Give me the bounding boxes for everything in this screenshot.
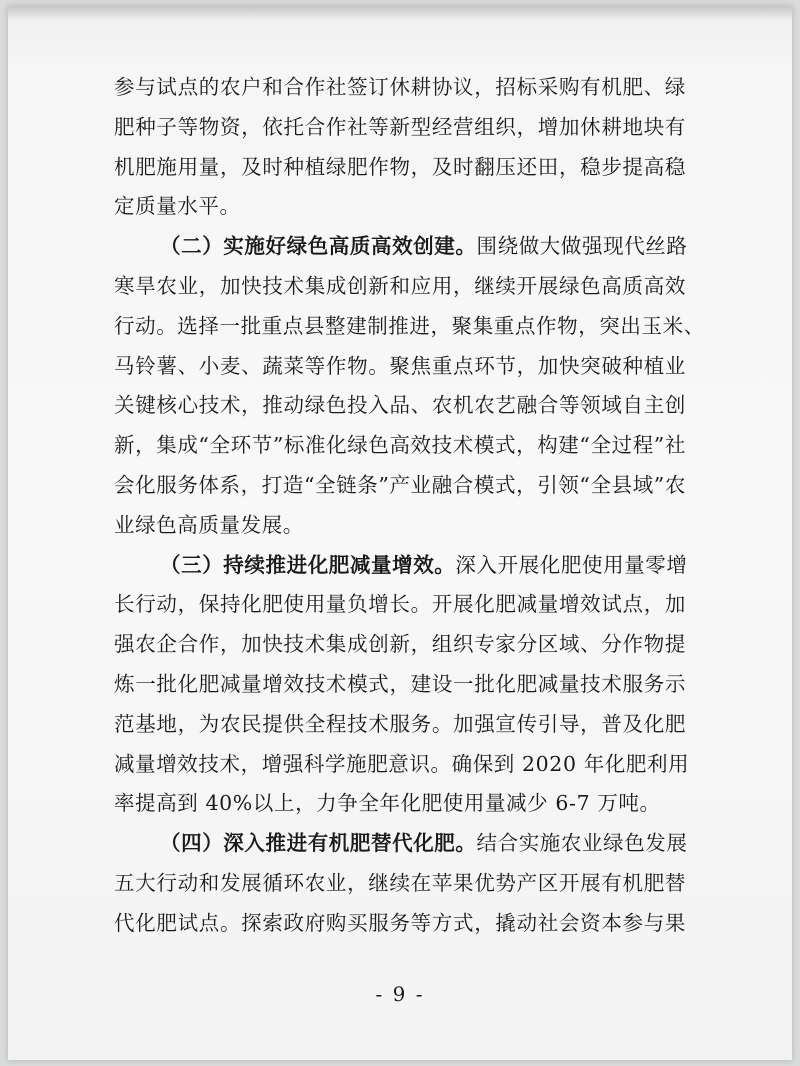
page-number: - 9 - (375, 982, 425, 1006)
text-line (114, 227, 686, 267)
line-text: 行动。选择一批重点县整建制推进，聚集重点作物，突出玉米、 (114, 313, 705, 338)
line-text: 马铃薯、小麦、蔬菜等作物。聚焦重点环节，加快突破种植业 (114, 353, 686, 378)
text-line (114, 506, 686, 546)
line-text: 减量增效技术，增强科学施肥意识。确保到 2020 年化肥利用 (114, 751, 690, 776)
text-line (114, 784, 686, 824)
section-heading: （四）深入推进有机肥替代化肥。 (160, 831, 477, 856)
line-text: 参与试点的农户和合作社签订休耕协议，招标采购有机肥、绿 (114, 75, 686, 99)
text-line (114, 864, 686, 904)
line-text: 会化服务体系，打造“全链条”产业融合模式，引领“全县域”农 (114, 472, 686, 497)
text-line (114, 307, 705, 347)
text-line (114, 745, 690, 785)
line-text: 范基地，为农民提供全程技术服务。加强宣传引导，普及化肥 (114, 711, 686, 736)
line-text: 新，集成“全环节”标准化绿色高效技术模式，构建“全过程”社 (114, 433, 686, 458)
line-text: 定质量水平。 (114, 194, 241, 219)
line-text: 寒旱农业，加快技术集成创新和应用，继续开展绿色高质高效 (114, 273, 686, 298)
text-line (114, 904, 686, 944)
text-line (114, 546, 686, 586)
line-text: 深入开展化肥使用量零增 (455, 552, 688, 577)
text-line (114, 426, 686, 466)
line-text: 长行动，保持化肥使用量负增长。开展化肥减量增效试点，加 (114, 592, 686, 617)
line-text: 结合实施农业绿色发展 (476, 831, 688, 856)
line-text: 代化肥试点。探索政府购买服务等方式，撬动社会资本参与果 (114, 910, 686, 935)
line-text: 五大行动和发展循环农业，继续在苹果优势产区开展有机肥替 (114, 870, 686, 895)
text-line (114, 108, 686, 148)
line-text: 肥种子等物资，依托合作社等新型经营组织，增加休耕地块有 (114, 114, 686, 139)
text-line (114, 68, 686, 108)
section-heading: （二）实施好绿色高质高效创建。 (160, 234, 477, 259)
section-heading: （三）持续推进化肥减量增效。 (160, 552, 456, 577)
text-line (114, 466, 686, 506)
scan-shadow (8, 6, 792, 20)
text-line (114, 148, 686, 188)
line-text: 机肥施用量，及时种植绿肥作物，及时翻压还田，稳步提高稳 (114, 154, 686, 179)
line-text: 业绿色高质量发展。 (114, 512, 304, 537)
text-line (114, 625, 686, 665)
text-line (114, 267, 686, 307)
text-line (114, 386, 686, 426)
line-text: 率提高到 40%以上，力争全年化肥使用量减少 6-7 万吨。 (114, 791, 661, 816)
line-text: 强农企合作，加快技术集成创新，组织专家分区域、分作物提 (114, 632, 686, 657)
text-line (114, 585, 686, 625)
text-line (114, 187, 686, 227)
body-text (114, 68, 705, 944)
text-line (114, 705, 686, 745)
text-line (114, 665, 686, 705)
text-line (114, 347, 686, 387)
line-text: 围绕做大做强现代丝路 (476, 234, 688, 259)
line-text: 炼一批化肥减量增效技术模式，建设一批化肥减量技术服务示 (114, 671, 686, 696)
text-line (114, 824, 686, 864)
line-text: 关键核心技术，推动绿色投入品、农机农艺融合等领域自主创 (114, 393, 686, 418)
